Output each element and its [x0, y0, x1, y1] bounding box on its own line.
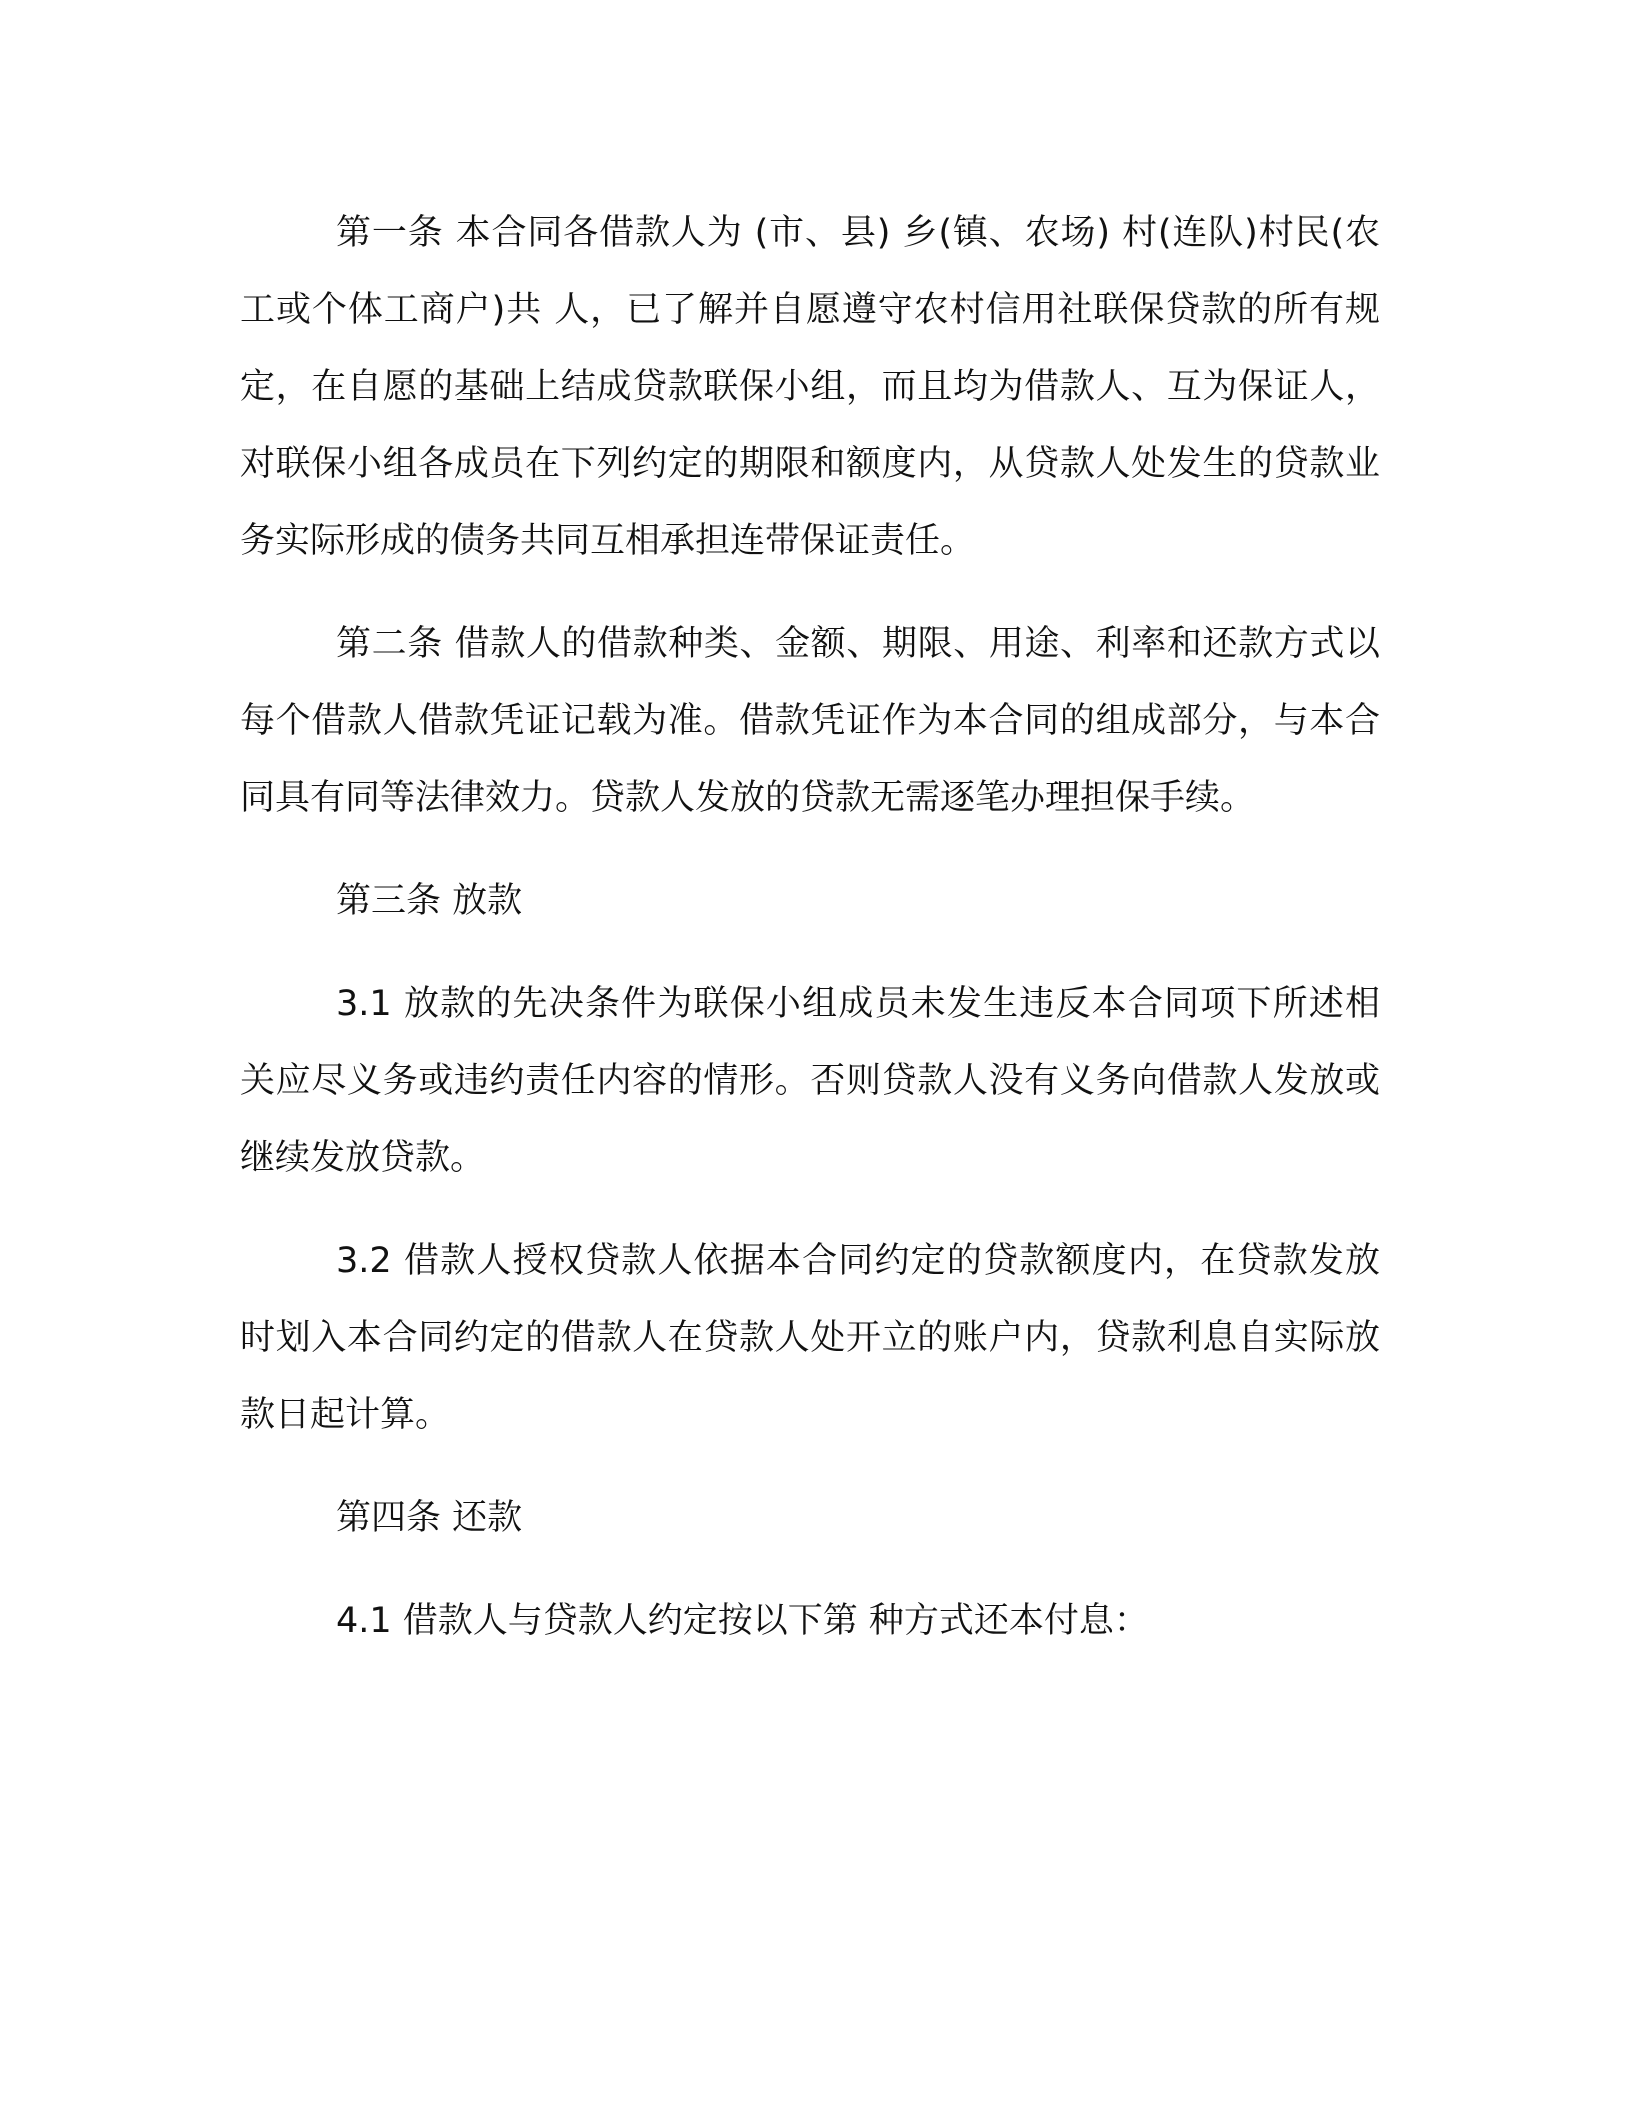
document-body [240, 195, 1380, 1686]
clause-3-1-paragraph: 3.1 放款的先决条件为联保小组成员未发生违反本合同项下所述相关应尽义务或违约责任内容的情形。否则贷款人没有义务向借款人发放或继续发放贷款。 [240, 984, 1380, 1178]
article-2-paragraph: 第二条 借款人的借款种类、金额、期限、用途、利率和还款方式以每个借款人借款凭证记载为准。借款凭证作为本合同的组成部分，与本合同具有同等法律效力。贷款人发放的贷款无需逐笔办理担保手续。 [240, 624, 1380, 818]
clause-3-2-paragraph: 3.2 借款人授权贷款人依据本合同约定的贷款额度内，在贷款发放时划入本合同约定的借款人在贷款人处开立的账户内，贷款利息自实际放款日起计算。 [240, 1241, 1380, 1435]
clause-4-1-paragraph: 4.1 借款人与贷款人约定按以下第 种方式还本付息： [336, 1601, 1149, 1641]
article-3-heading: 第三条 放款 [336, 881, 523, 921]
article-1-paragraph: 第一条 本合同各借款人为 (市、县) 乡(镇、农场) 村(连队)村民(农工或个体工商户)共 人，已了解并自愿遵守农村信用社联保贷款的所有规定，在自愿的基础上结成贷款联保小组，而且均为借款人、互为保证人，对联保小组各成员在下列约定的期限和额度内，从贷款人处发生的贷款业务实际形成的债务共同互相承担连带保证责任。 [240, 213, 1380, 561]
article-4-heading: 第四条 还款 [336, 1498, 523, 1538]
